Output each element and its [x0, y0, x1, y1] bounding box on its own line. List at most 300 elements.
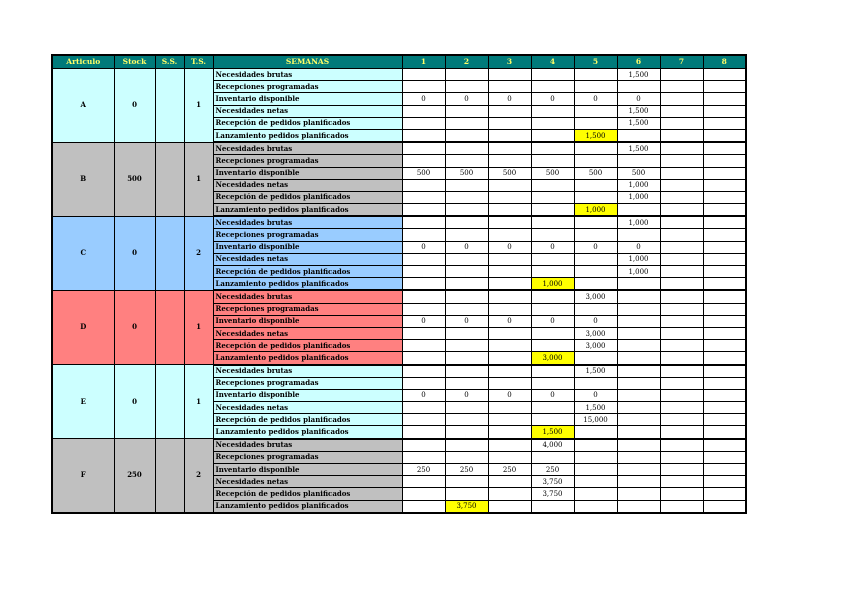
cell[interactable]: 250	[488, 464, 531, 476]
cell[interactable]	[402, 488, 445, 500]
cell[interactable]	[445, 414, 488, 426]
cell[interactable]	[488, 179, 531, 191]
cell[interactable]	[703, 352, 746, 365]
item-stock[interactable]: 250	[114, 439, 155, 513]
cell[interactable]	[703, 389, 746, 401]
cell[interactable]: 0	[531, 315, 574, 327]
cell[interactable]	[660, 253, 703, 265]
cell[interactable]	[488, 69, 531, 81]
cell[interactable]	[488, 476, 531, 488]
row-label[interactable]: Recepción de pedidos planificados	[213, 488, 402, 500]
cell[interactable]	[402, 253, 445, 265]
cell[interactable]	[703, 241, 746, 253]
cell[interactable]	[531, 105, 574, 117]
cell[interactable]	[445, 253, 488, 265]
cell[interactable]	[488, 142, 531, 155]
cell[interactable]	[488, 365, 531, 378]
cell[interactable]	[531, 155, 574, 167]
cell[interactable]: 1,000	[574, 204, 617, 217]
cell[interactable]: 3,750	[445, 500, 488, 513]
row-label[interactable]: Inventario disponible	[213, 464, 402, 476]
item-ts[interactable]: 2	[184, 439, 213, 513]
cell[interactable]	[660, 167, 703, 179]
cell[interactable]: 3,750	[531, 476, 574, 488]
cell[interactable]	[574, 500, 617, 513]
cell[interactable]	[531, 216, 574, 229]
cell[interactable]	[574, 426, 617, 439]
cell[interactable]: 1,000	[617, 216, 660, 229]
cell[interactable]	[402, 303, 445, 315]
cell[interactable]: 1,500	[574, 402, 617, 414]
cell[interactable]	[402, 155, 445, 167]
cell[interactable]: 1,500	[617, 117, 660, 129]
cell[interactable]: 500	[574, 167, 617, 179]
item-ss[interactable]	[155, 439, 184, 513]
cell[interactable]	[402, 402, 445, 414]
cell[interactable]	[617, 278, 660, 291]
cell[interactable]	[488, 266, 531, 278]
cell[interactable]	[574, 303, 617, 315]
header-stock[interactable]: Stock	[114, 55, 155, 69]
cell[interactable]	[703, 377, 746, 389]
cell[interactable]	[617, 377, 660, 389]
cell[interactable]	[660, 129, 703, 142]
cell[interactable]: 0	[488, 241, 531, 253]
cell[interactable]: 4,000	[531, 439, 574, 452]
cell[interactable]	[660, 365, 703, 378]
row-label[interactable]: Recepción de pedidos planificados	[213, 266, 402, 278]
cell[interactable]	[574, 253, 617, 265]
cell[interactable]	[488, 303, 531, 315]
cell[interactable]: 0	[574, 389, 617, 401]
cell[interactable]	[703, 93, 746, 105]
cell[interactable]	[531, 266, 574, 278]
cell[interactable]: 250	[402, 464, 445, 476]
cell[interactable]	[617, 488, 660, 500]
row-label[interactable]: Recepciones programadas	[213, 303, 402, 315]
header-week-7[interactable]: 7	[660, 55, 703, 69]
row-label[interactable]: Recepciones programadas	[213, 451, 402, 463]
cell[interactable]	[574, 352, 617, 365]
item-ss[interactable]	[155, 365, 184, 439]
cell[interactable]	[488, 105, 531, 117]
cell[interactable]	[445, 155, 488, 167]
cell[interactable]	[660, 142, 703, 155]
item-name[interactable]: A	[52, 69, 114, 143]
header-week-2[interactable]: 2	[445, 55, 488, 69]
cell[interactable]	[703, 439, 746, 452]
cell[interactable]	[445, 303, 488, 315]
cell[interactable]: 0	[402, 93, 445, 105]
item-ss[interactable]	[155, 290, 184, 364]
cell[interactable]	[703, 426, 746, 439]
cell[interactable]	[574, 464, 617, 476]
cell[interactable]	[703, 327, 746, 339]
header-articulo[interactable]: Articulo	[52, 55, 114, 69]
cell[interactable]	[488, 216, 531, 229]
cell[interactable]	[660, 303, 703, 315]
cell[interactable]: 0	[445, 315, 488, 327]
cell[interactable]: 0	[445, 241, 488, 253]
cell[interactable]	[488, 340, 531, 352]
cell[interactable]	[574, 266, 617, 278]
row-label[interactable]: Inventario disponible	[213, 389, 402, 401]
row-label[interactable]: Necesidades brutas	[213, 365, 402, 378]
cell[interactable]	[488, 451, 531, 463]
cell[interactable]: 500	[488, 167, 531, 179]
cell[interactable]: 3,750	[531, 488, 574, 500]
cell[interactable]	[574, 229, 617, 241]
cell[interactable]	[488, 377, 531, 389]
cell[interactable]	[660, 69, 703, 81]
cell[interactable]	[617, 229, 660, 241]
cell[interactable]	[402, 129, 445, 142]
row-label[interactable]: Necesidades brutas	[213, 142, 402, 155]
cell[interactable]	[703, 340, 746, 352]
cell[interactable]: 0	[488, 93, 531, 105]
cell[interactable]	[402, 179, 445, 191]
cell[interactable]	[660, 117, 703, 129]
cell[interactable]: 0	[574, 93, 617, 105]
row-label[interactable]: Recepción de pedidos planificados	[213, 414, 402, 426]
cell[interactable]	[574, 191, 617, 203]
row-label[interactable]: Lanzamiento pedidos planificados	[213, 500, 402, 513]
cell[interactable]	[703, 142, 746, 155]
cell[interactable]	[445, 352, 488, 365]
item-stock[interactable]: 0	[114, 365, 155, 439]
cell[interactable]	[617, 155, 660, 167]
item-ts[interactable]: 1	[184, 365, 213, 439]
cell[interactable]	[703, 229, 746, 241]
cell[interactable]	[402, 117, 445, 129]
cell[interactable]: 1,500	[617, 69, 660, 81]
cell[interactable]: 500	[445, 167, 488, 179]
cell[interactable]	[445, 142, 488, 155]
cell[interactable]	[531, 179, 574, 191]
cell[interactable]	[703, 500, 746, 513]
cell[interactable]: 1,000	[617, 266, 660, 278]
cell[interactable]	[402, 476, 445, 488]
cell[interactable]	[703, 129, 746, 142]
cell[interactable]	[617, 451, 660, 463]
cell[interactable]	[703, 451, 746, 463]
cell[interactable]	[660, 229, 703, 241]
cell[interactable]: 1,500	[617, 142, 660, 155]
cell[interactable]: 500	[617, 167, 660, 179]
cell[interactable]	[531, 191, 574, 203]
cell[interactable]: 1,000	[531, 278, 574, 291]
row-label[interactable]: Necesidades brutas	[213, 290, 402, 303]
row-label[interactable]: Inventario disponible	[213, 315, 402, 327]
cell[interactable]	[488, 191, 531, 203]
cell[interactable]: 3,000	[574, 340, 617, 352]
cell[interactable]	[531, 340, 574, 352]
cell[interactable]	[445, 327, 488, 339]
cell[interactable]	[703, 69, 746, 81]
item-name[interactable]: B	[52, 142, 114, 216]
cell[interactable]	[445, 69, 488, 81]
row-label[interactable]: Necesidades netas	[213, 327, 402, 339]
cell[interactable]	[703, 105, 746, 117]
cell[interactable]	[445, 488, 488, 500]
cell[interactable]	[402, 414, 445, 426]
cell[interactable]: 0	[445, 389, 488, 401]
cell[interactable]	[531, 365, 574, 378]
cell[interactable]	[617, 439, 660, 452]
row-label[interactable]: Lanzamiento pedidos planificados	[213, 352, 402, 365]
cell[interactable]	[617, 464, 660, 476]
cell[interactable]: 0	[402, 389, 445, 401]
row-label[interactable]: Recepción de pedidos planificados	[213, 340, 402, 352]
cell[interactable]	[703, 414, 746, 426]
cell[interactable]: 1,500	[531, 426, 574, 439]
cell[interactable]	[402, 81, 445, 93]
cell[interactable]	[488, 327, 531, 339]
row-label[interactable]: Recepción de pedidos planificados	[213, 191, 402, 203]
cell[interactable]	[660, 327, 703, 339]
cell[interactable]	[703, 117, 746, 129]
cell[interactable]	[402, 340, 445, 352]
cell[interactable]	[660, 204, 703, 217]
cell[interactable]	[703, 167, 746, 179]
cell[interactable]: 0	[574, 315, 617, 327]
cell[interactable]	[660, 216, 703, 229]
header-week-3[interactable]: 3	[488, 55, 531, 69]
cell[interactable]: 0	[574, 241, 617, 253]
cell[interactable]	[445, 402, 488, 414]
row-label[interactable]: Inventario disponible	[213, 167, 402, 179]
cell[interactable]	[574, 69, 617, 81]
cell[interactable]	[617, 500, 660, 513]
item-stock[interactable]: 500	[114, 142, 155, 216]
cell[interactable]	[617, 389, 660, 401]
cell[interactable]	[660, 439, 703, 452]
cell[interactable]	[531, 377, 574, 389]
cell[interactable]	[531, 451, 574, 463]
cell[interactable]	[531, 129, 574, 142]
cell[interactable]	[617, 414, 660, 426]
cell[interactable]	[574, 216, 617, 229]
cell[interactable]: 0	[445, 93, 488, 105]
cell[interactable]	[660, 290, 703, 303]
cell[interactable]	[531, 303, 574, 315]
cell[interactable]	[703, 365, 746, 378]
cell[interactable]: 1,500	[574, 129, 617, 142]
cell[interactable]	[488, 290, 531, 303]
cell[interactable]	[574, 117, 617, 129]
cell[interactable]	[617, 426, 660, 439]
cell[interactable]	[703, 204, 746, 217]
item-stock[interactable]: 0	[114, 216, 155, 290]
cell[interactable]	[402, 142, 445, 155]
cell[interactable]	[488, 129, 531, 142]
cell[interactable]: 3,000	[531, 352, 574, 365]
cell[interactable]: 500	[531, 167, 574, 179]
row-label[interactable]: Lanzamiento pedidos planificados	[213, 278, 402, 291]
row-label[interactable]: Lanzamiento pedidos planificados	[213, 129, 402, 142]
cell[interactable]	[445, 377, 488, 389]
row-label[interactable]: Recepción de pedidos planificados	[213, 117, 402, 129]
row-label[interactable]: Necesidades netas	[213, 402, 402, 414]
cell[interactable]	[531, 414, 574, 426]
cell[interactable]: 500	[402, 167, 445, 179]
cell[interactable]	[531, 500, 574, 513]
row-label[interactable]: Necesidades brutas	[213, 69, 402, 81]
cell[interactable]	[445, 81, 488, 93]
row-label[interactable]: Necesidades netas	[213, 179, 402, 191]
cell[interactable]	[574, 155, 617, 167]
cell[interactable]	[402, 377, 445, 389]
cell[interactable]	[445, 216, 488, 229]
cell[interactable]	[531, 117, 574, 129]
cell[interactable]	[402, 69, 445, 81]
row-label[interactable]: Inventario disponible	[213, 93, 402, 105]
header-semanas[interactable]: SEMANAS	[213, 55, 402, 69]
item-stock[interactable]: 0	[114, 69, 155, 143]
cell[interactable]	[703, 179, 746, 191]
cell[interactable]	[660, 81, 703, 93]
cell[interactable]	[617, 204, 660, 217]
cell[interactable]: 0	[488, 389, 531, 401]
cell[interactable]	[531, 290, 574, 303]
cell[interactable]	[488, 155, 531, 167]
cell[interactable]: 3,000	[574, 290, 617, 303]
cell[interactable]	[488, 117, 531, 129]
cell[interactable]	[445, 191, 488, 203]
cell[interactable]: 1,000	[617, 179, 660, 191]
cell[interactable]	[488, 488, 531, 500]
cell[interactable]	[660, 389, 703, 401]
cell[interactable]	[445, 278, 488, 291]
cell[interactable]	[445, 105, 488, 117]
cell[interactable]: 1,000	[617, 253, 660, 265]
cell[interactable]	[660, 93, 703, 105]
cell[interactable]	[574, 439, 617, 452]
cell[interactable]	[574, 105, 617, 117]
cell[interactable]	[445, 179, 488, 191]
item-name[interactable]: E	[52, 365, 114, 439]
row-label[interactable]: Necesidades netas	[213, 476, 402, 488]
cell[interactable]	[617, 129, 660, 142]
cell[interactable]	[531, 402, 574, 414]
cell[interactable]	[445, 129, 488, 142]
cell[interactable]	[402, 105, 445, 117]
cell[interactable]	[660, 464, 703, 476]
cell[interactable]	[445, 290, 488, 303]
cell[interactable]	[617, 365, 660, 378]
cell[interactable]	[488, 439, 531, 452]
cell[interactable]	[703, 216, 746, 229]
cell[interactable]	[488, 352, 531, 365]
cell[interactable]	[617, 352, 660, 365]
row-label[interactable]: Recepciones programadas	[213, 229, 402, 241]
cell[interactable]	[488, 414, 531, 426]
cell[interactable]	[531, 253, 574, 265]
cell[interactable]: 1,500	[617, 105, 660, 117]
cell[interactable]	[445, 117, 488, 129]
cell[interactable]	[574, 81, 617, 93]
cell[interactable]	[617, 402, 660, 414]
cell[interactable]	[402, 191, 445, 203]
cell[interactable]	[488, 229, 531, 241]
cell[interactable]: 15,000	[574, 414, 617, 426]
cell[interactable]	[488, 426, 531, 439]
item-ss[interactable]	[155, 142, 184, 216]
cell[interactable]	[488, 278, 531, 291]
cell[interactable]	[703, 266, 746, 278]
cell[interactable]	[574, 476, 617, 488]
cell[interactable]	[488, 253, 531, 265]
cell[interactable]	[660, 402, 703, 414]
cell[interactable]	[660, 105, 703, 117]
cell[interactable]: 0	[402, 241, 445, 253]
cell[interactable]	[703, 476, 746, 488]
cell[interactable]	[617, 327, 660, 339]
item-ss[interactable]	[155, 216, 184, 290]
cell[interactable]	[703, 81, 746, 93]
row-label[interactable]: Recepciones programadas	[213, 377, 402, 389]
cell[interactable]	[660, 278, 703, 291]
cell[interactable]	[574, 142, 617, 155]
cell[interactable]	[402, 365, 445, 378]
row-label[interactable]: Inventario disponible	[213, 241, 402, 253]
cell[interactable]: 1,500	[574, 365, 617, 378]
cell[interactable]	[402, 216, 445, 229]
cell[interactable]	[445, 426, 488, 439]
cell[interactable]: 0	[531, 241, 574, 253]
cell[interactable]	[617, 476, 660, 488]
cell[interactable]: 0	[402, 315, 445, 327]
row-label[interactable]: Lanzamiento pedidos planificados	[213, 204, 402, 217]
item-ts[interactable]: 1	[184, 290, 213, 364]
item-name[interactable]: C	[52, 216, 114, 290]
item-name[interactable]: F	[52, 439, 114, 513]
item-name[interactable]: D	[52, 290, 114, 364]
cell[interactable]	[531, 142, 574, 155]
header-week-6[interactable]: 6	[617, 55, 660, 69]
cell[interactable]	[488, 402, 531, 414]
cell[interactable]	[703, 402, 746, 414]
cell[interactable]	[402, 229, 445, 241]
cell[interactable]	[402, 352, 445, 365]
row-label[interactable]: Necesidades netas	[213, 105, 402, 117]
cell[interactable]	[402, 426, 445, 439]
header-week-5[interactable]: 5	[574, 55, 617, 69]
cell[interactable]	[617, 340, 660, 352]
cell[interactable]: 0	[617, 241, 660, 253]
cell[interactable]	[703, 315, 746, 327]
cell[interactable]	[660, 377, 703, 389]
cell[interactable]: 0	[531, 93, 574, 105]
cell[interactable]	[574, 377, 617, 389]
cell[interactable]	[402, 290, 445, 303]
cell[interactable]	[574, 278, 617, 291]
cell[interactable]	[445, 451, 488, 463]
row-label[interactable]: Lanzamiento pedidos planificados	[213, 426, 402, 439]
cell[interactable]	[488, 204, 531, 217]
cell[interactable]	[617, 315, 660, 327]
cell[interactable]: 250	[531, 464, 574, 476]
cell[interactable]	[402, 500, 445, 513]
header-week-4[interactable]: 4	[531, 55, 574, 69]
cell[interactable]	[531, 229, 574, 241]
item-stock[interactable]: 0	[114, 290, 155, 364]
cell[interactable]	[445, 365, 488, 378]
cell[interactable]	[660, 426, 703, 439]
item-ts[interactable]: 2	[184, 216, 213, 290]
item-ss[interactable]	[155, 69, 184, 143]
cell[interactable]	[703, 464, 746, 476]
